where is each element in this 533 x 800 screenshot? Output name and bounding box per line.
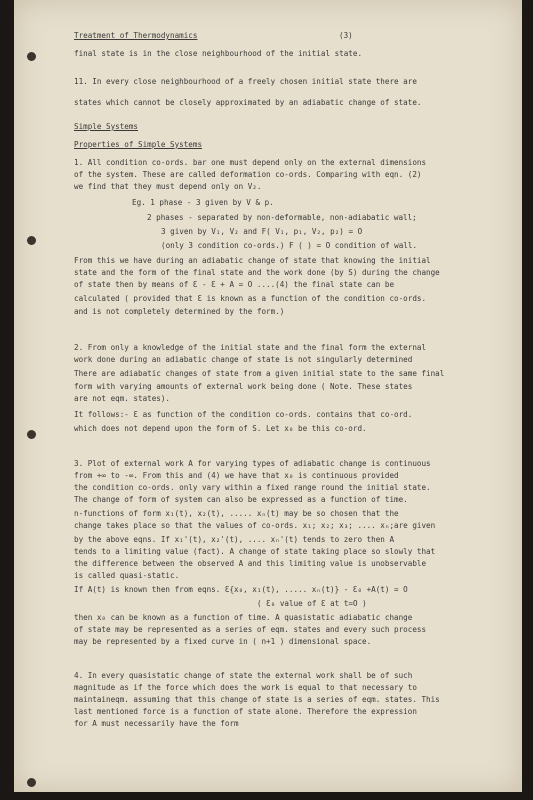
section-heading: Simple Systems (74, 122, 139, 131)
text-line: 2. From only a knowledge of the initial state and the final form the external (74, 343, 427, 352)
text-line: 4. In every quasistatic change of state the external work shall be of such (74, 671, 413, 680)
document-page (14, 0, 522, 792)
text-line: If A(t) is known then from eqns. Ɛ{x₀, x₁(t), ..... xₙ(t)} - Ɛ₀ +A(t) = O (74, 585, 408, 594)
section-heading: Properties of Simple Systems (74, 140, 203, 149)
text-line: are not eqm. states). (74, 394, 171, 403)
running-title: Treatment of Thermodynamics (74, 31, 198, 40)
text-line: change takes place so that the values of co-ords. x₁; x₂; x₃; .... xₙ;are given (74, 521, 436, 530)
text-line: Eg. 1 phase - 3 given by V & p. (132, 198, 274, 207)
text-line: and is not completely determined by the form.) (74, 307, 285, 316)
text-line: 2 phases - separated by non-deformable, non-adiabatic wall; (147, 213, 417, 222)
text-line: calculated ( provided that Ɛ is known as a function of the condition co-ords. (74, 294, 427, 303)
text-line: which does not depend upon the form of S. Let x₀ be this co-ord. (74, 424, 367, 433)
text-line: There are adiabatic changes of state from a given initial state to the same final (74, 369, 445, 378)
text-line: the difference between the observed A and this limiting value is unobservable (74, 559, 427, 568)
text-line: the condition co-ords. only vary within a fixed range round the initial state. (74, 483, 431, 492)
page-number: (3) (339, 31, 353, 40)
text-line: The change of form of system can also be expressed as a function of time. (74, 495, 408, 504)
text-line: we find that they must depend only on V₂. (74, 182, 262, 191)
text-line: (only 3 condition co-ords.) F ( ) = O condition of wall. (161, 241, 418, 250)
text-line: may be represented by a fixed curve in ( n+1 ) dimensional space. (74, 637, 372, 646)
text-line: maintaineqm. assuming that this change of state is a series of eqm. states. This (74, 695, 440, 704)
punch-hole (27, 778, 36, 787)
text-line: 1. All condition co-ords. bar one must depend only on the external dimensions (74, 158, 427, 167)
text-line: of the system. These are called deformation co-ords. Comparing with eqn. (2) (74, 170, 422, 179)
text-line: From this we have during an adiabatic change of state that knowing the initial (74, 256, 431, 265)
punch-hole (27, 430, 36, 439)
text-line: It follows:- Ɛ as function of the condition co-ords. contains that co-ord. (74, 410, 413, 419)
punch-hole (27, 236, 36, 245)
text-line: work done during an adiabatic change of state is not singularly determined (74, 355, 413, 364)
text-line: final state is in the close neighbourhood of the initial state. (74, 49, 363, 58)
text-line: 11. In every close neighbourhood of a freely chosen initial state there are (74, 77, 417, 86)
text-line: of state then by means of Ɛ - Ɛ + A = O ....(4) the final state can be (74, 280, 395, 289)
text-line: then x₀ can be known as a function of time. A quasistatic adiabatic change (74, 613, 413, 622)
text-line: n-functions of form x₁(t), x₂(t), ..... xₙ(t) may be so chosen that the (74, 509, 399, 518)
text-line: is called quasi-static. (74, 571, 180, 580)
text-line: tends to a limiting value (fact). A change of state taking place so slowly that (74, 547, 436, 556)
text-line: from +∞ to -∞. From this and (4) we have that x₀ is continuous provided (74, 471, 399, 480)
text-line: ( Ɛ₀ value of Ɛ at t=O ) (257, 599, 367, 608)
text-line: 3. Plot of external work A for varying types of adiabatic change is continuous (74, 459, 431, 468)
text-line: state and the form of the final state and the work done (by S) during the change (74, 268, 440, 277)
text-line: of state may be represented as a series of eqm. states and every such process (74, 625, 427, 634)
text-line: magnitude as if the force which does the work is equal to that necessary to (74, 683, 417, 692)
text-line: states which cannot be closely approximated by an adiabatic change of state. (74, 98, 422, 107)
text-line: form with varying amounts of external work being done ( Note. These states (74, 382, 413, 391)
text-line: last mentioned force is a function of state alone. Therefore the expression (74, 707, 417, 716)
text-line: by the above eqns. If x₁'(t), x₂'(t), .... xₙ'(t) tends to zero then A (74, 535, 395, 544)
punch-hole (27, 52, 36, 61)
text-line: 3 given by V₁, V₂ and F( V₁, p₁, V₂, p₂) = O (161, 227, 363, 236)
text-line: for A must necessarily have the form (74, 719, 239, 728)
